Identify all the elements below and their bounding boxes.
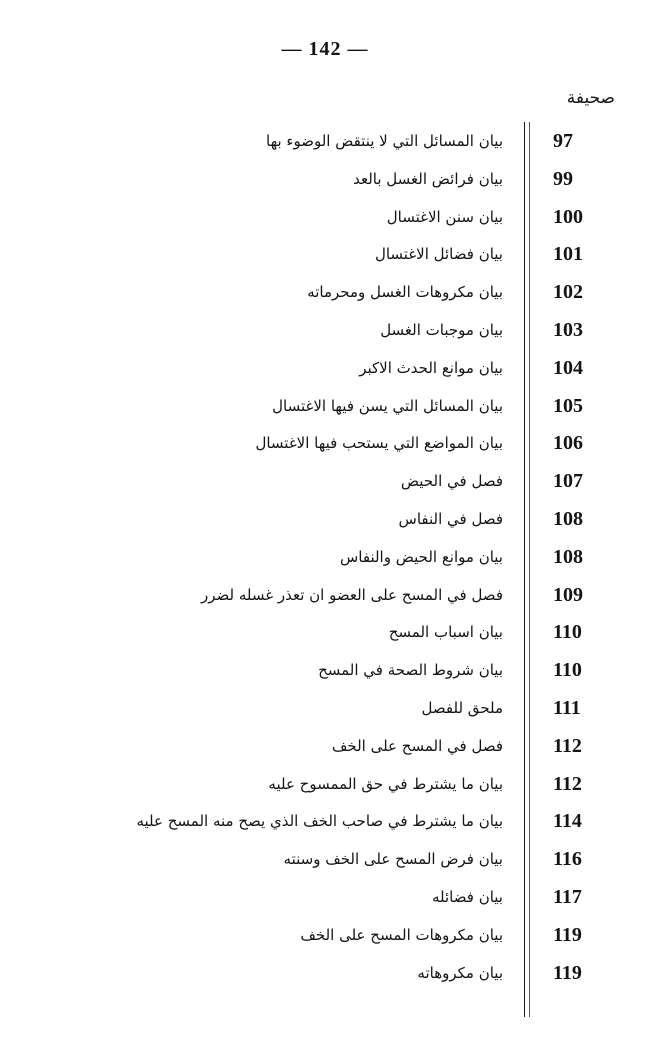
toc-page-number: 103 xyxy=(553,318,583,341)
toc-entry-title: ملحق للفصل xyxy=(421,698,503,717)
toc-entry-title: بيان المسائل التي يسن فيها الاغتسال xyxy=(272,396,503,415)
toc-page-number: 116 xyxy=(553,848,582,871)
toc-entry-title: بيان موجبات الغسل xyxy=(380,320,503,339)
toc-row xyxy=(0,689,650,727)
toc-row xyxy=(0,916,650,954)
toc-page-number: 107 xyxy=(553,470,583,493)
toc-entry-title: بيان اسباب المسح xyxy=(388,623,503,642)
toc-page-number: 117 xyxy=(553,885,582,908)
toc-row xyxy=(0,878,650,916)
toc-row xyxy=(0,462,650,500)
toc-row xyxy=(0,160,650,198)
toc-page-number: 104 xyxy=(553,356,583,379)
toc-page-number: 110 xyxy=(553,621,582,644)
toc-row xyxy=(0,387,650,425)
toc-row xyxy=(0,500,650,538)
toc-row xyxy=(0,235,650,273)
toc-row xyxy=(0,424,650,462)
toc-entry-title: فصل في النفاس xyxy=(398,509,503,528)
toc-entry-title: فصل في المسح على العضو ان تعذر غسله لضرر xyxy=(200,585,503,604)
toc-page-number: 111 xyxy=(553,696,581,719)
toc-entry-title: بيان فرائض الغسل بالعد xyxy=(353,169,503,188)
toc-entry-title: بيان مكروهات المسح على الخف xyxy=(300,925,503,944)
toc-row xyxy=(0,840,650,878)
toc-entry-title: بيان فرض المسح على الخف وسنته xyxy=(283,850,503,869)
toc-page-number: 112 xyxy=(553,772,582,795)
toc-row xyxy=(0,576,650,614)
toc-row xyxy=(0,273,650,311)
toc-entry-title: بيان فضائل الاغتسال xyxy=(374,245,503,264)
toc-page-number: 106 xyxy=(553,432,583,455)
toc-row xyxy=(0,651,650,689)
toc-entry-title: بيان موانع الحدث الاكبر xyxy=(359,358,503,377)
toc-entry-title: فصل في الحيض xyxy=(400,472,503,491)
toc-row xyxy=(0,802,650,840)
toc-row xyxy=(0,538,650,576)
toc-row xyxy=(0,954,650,992)
toc-page-number: 105 xyxy=(553,394,583,417)
toc-page-number: 101 xyxy=(553,243,583,266)
toc-row xyxy=(0,613,650,651)
toc-page-number: 99 xyxy=(553,167,573,190)
toc-entry-title: بيان مكروهات الغسل ومحرماته xyxy=(307,283,503,302)
toc-row xyxy=(0,727,650,765)
toc-page-number: 110 xyxy=(553,659,582,682)
toc-entry-title: بيان موانع الحيض والنفاس xyxy=(339,547,503,566)
column-label-page: صحيفة xyxy=(566,88,615,108)
toc-page-number: 108 xyxy=(553,545,583,568)
toc-page-number: 100 xyxy=(553,205,583,228)
toc-page-number: 119 xyxy=(553,961,582,984)
toc-row xyxy=(0,198,650,236)
toc-entry-title: بيان المسائل التي لا ينتقض الوضوء بها xyxy=(266,132,503,150)
toc-page-number: 114 xyxy=(553,810,582,833)
toc-entry-title: بيان ما يشترط في حق الممسوح عليه xyxy=(268,774,503,793)
toc-page-number: 108 xyxy=(553,507,583,530)
toc-page-number: 119 xyxy=(553,923,582,946)
toc-page-number: 109 xyxy=(553,583,583,606)
table-of-contents xyxy=(0,122,650,1022)
toc-entry-title: بيان شروط الصحة في المسح xyxy=(318,661,503,680)
toc-page-number: 97 xyxy=(553,130,573,152)
toc-row xyxy=(0,122,650,160)
page-number-header: — 142 — xyxy=(281,38,369,60)
toc-entry-title: بيان ما يشترط في صاحب الخف الذي يصح منه المسح عليه xyxy=(136,812,503,831)
toc-page-number: 112 xyxy=(553,734,582,757)
toc-entry-title: بيان سنن الاغتسال xyxy=(386,207,503,226)
toc-row xyxy=(0,349,650,387)
toc-page-number: 102 xyxy=(553,281,583,304)
toc-entry-title: بيان المواضع التي يستحب فيها الاغتسال xyxy=(255,434,503,453)
toc-row xyxy=(0,311,650,349)
toc-entry-title: بيان فضائله xyxy=(432,887,503,906)
toc-row xyxy=(0,765,650,803)
toc-entry-title: فصل في المسح على الخف xyxy=(331,736,503,755)
toc-entry-title: بيان مكروهاته xyxy=(417,963,503,982)
